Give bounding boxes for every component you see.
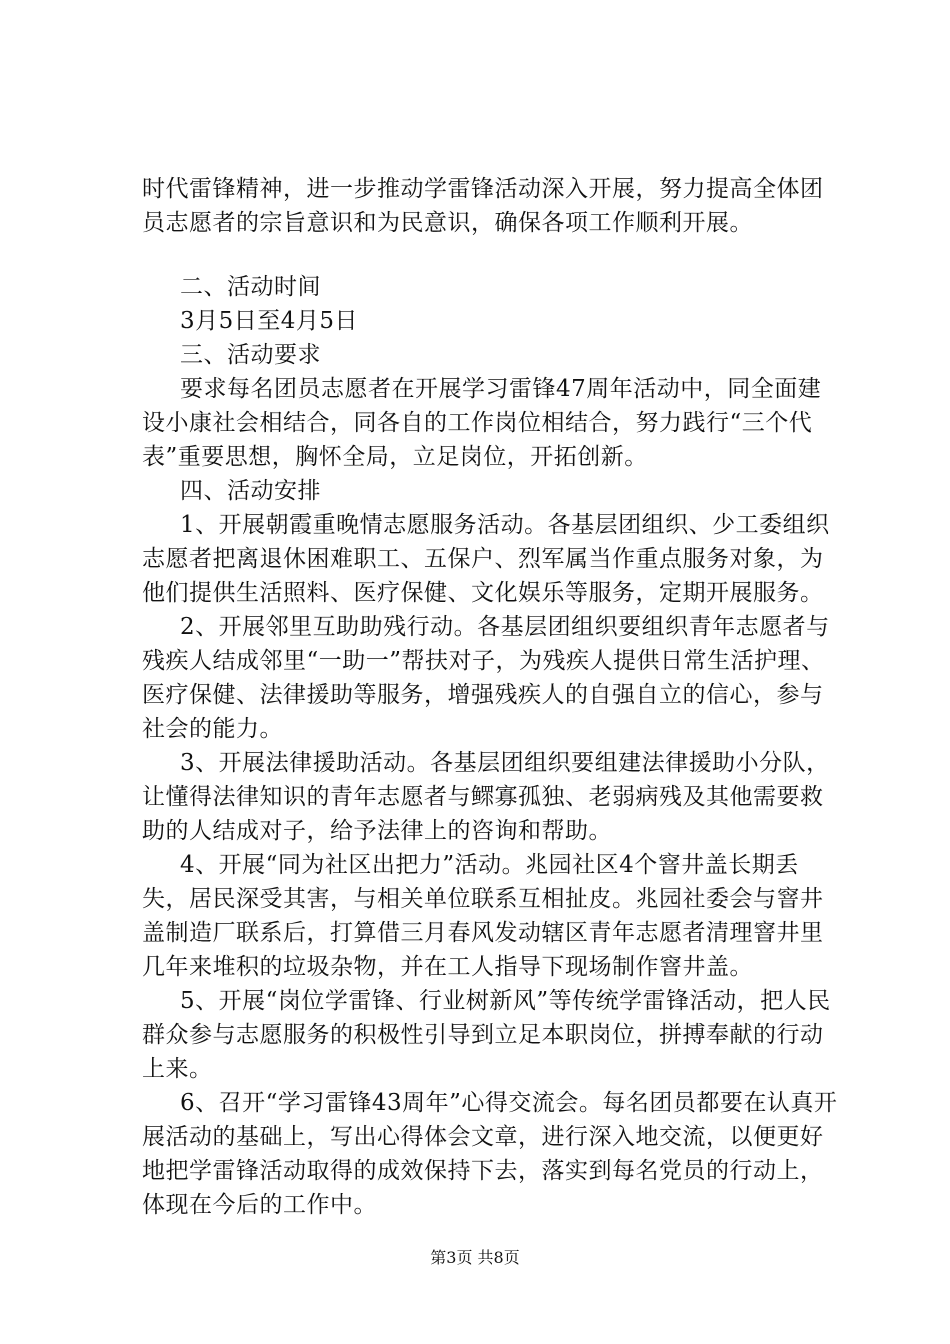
paragraph-requirements: 要求每名团员志愿者在开展学习雷锋47周年活动中，同全面建设小康社会相结合，同各自的工作岗位相结合，努力践行“三个代表”重要思想，胸怀全局，立足岗位，开拓创新。 <box>142 376 822 470</box>
section-heading-activity-time: 二、活动时间 <box>180 274 321 300</box>
paragraph-item-3: 3、开展法律援助活动。各基层团组织要组建法律援助小分队，让懂得法律知识的青年志愿者与鳏寡孤独、老弱病残及其他需要救助的人结成对子，给予法律上的咨询和帮助。 <box>142 750 830 844</box>
section-heading-activity-arrangement: 四、活动安排 <box>180 478 321 504</box>
document-body <box>142 172 842 1222</box>
paragraph-item-4: 4、开展“同为社区出把力”活动。兆园社区4个窨井盖长期丢失，居民深受其害，与相关单位联系互相扯皮。兆园社委会与窨井盖制造厂联系后，打算借三月春风发动辖区青年志愿者清理窨井里几年来堆积的垃圾杂物，并在工人指导下现场制作窨井盖。 <box>142 852 824 980</box>
section-heading-activity-requirements: 三、活动要求 <box>180 342 321 368</box>
paragraph-item-5: 5、开展“岗位学雷锋、行业树新风”等传统学雷锋活动，把人民群众参与志愿服务的积极性引导到立足本职岗位，拼搏奉献的行动上来。 <box>142 988 831 1082</box>
paragraph-item-1: 1、开展朝霞重晚情志愿服务活动。各基层团组织、少工委组织志愿者把离退休困难职工、五保户、烈军属当作重点服务对象，为他们提供生活照料、医疗保健、文化娱乐等服务，定期开展服务。 <box>142 512 830 606</box>
paragraph-continuation: 时代雷锋精神，进一步推动学雷锋活动深入开展，努力提高全体团员志愿者的宗旨意识和为民意识，确保各项工作顺利开展。 <box>142 176 824 236</box>
activity-date-range: 3月5日至4月5日 <box>180 308 359 334</box>
page-footer: 第3页 共8页 <box>430 1248 520 1267</box>
paragraph-item-6: 6、召开“学习雷锋43周年”心得交流会。每名团员都要在认真开展活动的基础上，写出心得体会文章，进行深入地交流，以便更好地把学雷锋活动取得的成效保持下去，落实到每名党员的行动上，体现在今后的工作中。 <box>142 1090 838 1218</box>
paragraph-item-2: 2、开展邻里互助助残行动。各基层团组织要组织青年志愿者与残疾人结成邻里“一助一”帮扶对子，为残疾人提供日常生活护理、医疗保健、法律援助等服务，增强残疾人的自强自立的信心，参与社会的能力。 <box>142 614 830 742</box>
